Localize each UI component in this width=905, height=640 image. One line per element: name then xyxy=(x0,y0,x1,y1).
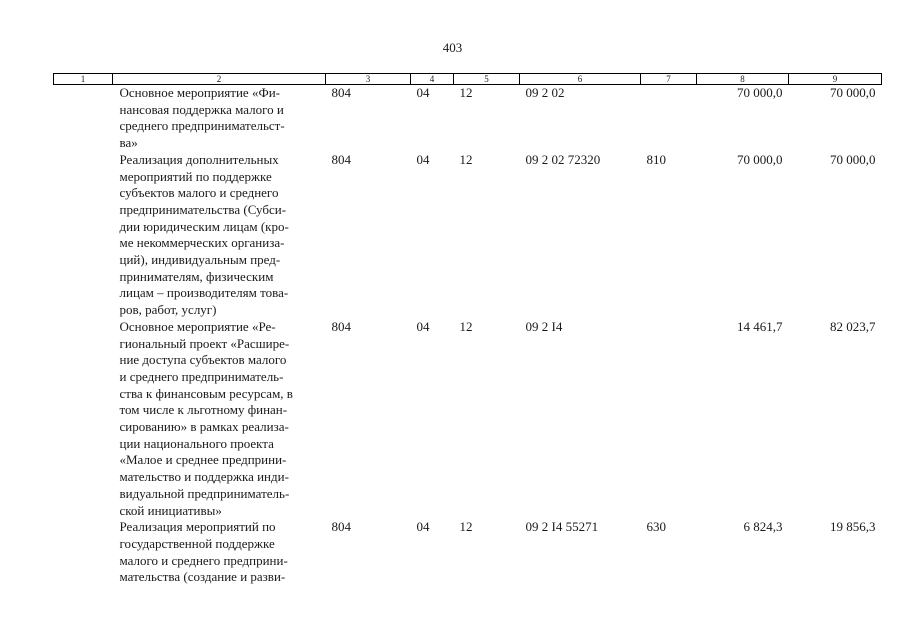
description-line: том числе к льготному финан- xyxy=(119,402,288,418)
description-line: субъектов малого и среднего xyxy=(119,185,279,201)
row-code-ministry: 804 xyxy=(331,85,351,100)
description-line: малого и среднего предприни- xyxy=(119,552,288,568)
table-row xyxy=(54,519,882,586)
row-amount-2: 70 000,0 xyxy=(830,151,876,167)
description-line: дии юридическим лицам (кро- xyxy=(119,218,289,234)
column-header-8: 8 xyxy=(697,74,789,85)
row-description xyxy=(113,85,326,152)
budget-table xyxy=(53,73,882,586)
row-amount-1: 6 824,3 xyxy=(743,519,783,535)
row-code-target: 09 2 02 xyxy=(525,85,565,100)
description-line: государственной поддержке xyxy=(119,535,275,551)
column-header-3: 3 xyxy=(326,74,411,85)
row-description xyxy=(113,152,326,319)
page-number: 403 xyxy=(442,40,463,55)
description-line: нансовая поддержка малого и xyxy=(119,101,284,117)
row-description xyxy=(113,519,326,586)
description-line: лицам – производителям това- xyxy=(119,285,289,301)
description-line: Основное мероприятие «Фи- xyxy=(119,85,280,100)
row-code-subsection: 12 xyxy=(459,519,473,535)
row-code-target: 09 2 02 72320 xyxy=(525,151,601,167)
row-code-section: 04 xyxy=(416,85,430,100)
description-line: ций), индивидуальным пред- xyxy=(119,252,281,268)
description-line: «Малое и среднее предприни- xyxy=(119,452,287,468)
description-line: ние доступа субъектов малого xyxy=(119,352,287,368)
row-code-section: 04 xyxy=(416,318,430,334)
description-line: мательство и поддержка инди- xyxy=(119,469,289,485)
row-code-target: 09 2 I4 xyxy=(525,318,563,334)
column-header-2: 2 xyxy=(113,74,326,85)
row-code-target: 09 2 I4 55271 xyxy=(525,519,599,535)
row-amount-1: 70 000,0 xyxy=(737,85,783,100)
description-line: ров, работ, услуг) xyxy=(119,302,217,318)
description-line: Реализация дополнительных xyxy=(119,151,279,167)
row-amount-2: 19 856,3 xyxy=(830,519,876,535)
column-header-4: 4 xyxy=(411,74,454,85)
row-code-subsection: 12 xyxy=(459,85,473,100)
row-code-subsection: 12 xyxy=(459,151,473,167)
description-line: гиональный проект «Расшире- xyxy=(119,335,290,351)
column-header-5: 5 xyxy=(454,74,520,85)
row-code-expense-type: 630 xyxy=(646,519,666,535)
row-code-ministry: 804 xyxy=(331,318,351,334)
row-code-section: 04 xyxy=(416,151,430,167)
row-code-expense-type: 810 xyxy=(646,151,666,167)
description-line: принимателям, физическим xyxy=(119,268,274,284)
table-row xyxy=(54,85,882,152)
description-line: ской инициативы» xyxy=(119,502,222,518)
column-header-1: 1 xyxy=(54,74,113,85)
column-header-7: 7 xyxy=(641,74,697,85)
description-line: видуальной предприниматель- xyxy=(119,485,290,501)
description-line: Основное мероприятие «Ре- xyxy=(119,318,276,334)
row-code-expense-type xyxy=(641,85,697,152)
column-number-header-row xyxy=(54,74,882,85)
row-amount-2: 70 000,0 xyxy=(830,85,876,100)
column-header-6: 6 xyxy=(520,74,641,85)
description-line: ме некоммерческих организа- xyxy=(119,235,285,251)
description-line: ва» xyxy=(119,135,138,151)
row-cell-empty xyxy=(54,319,113,519)
row-description xyxy=(113,319,326,519)
row-code-subsection: 12 xyxy=(459,318,473,334)
row-cell-empty xyxy=(54,519,113,586)
row-code-expense-type xyxy=(641,319,697,519)
description-line: среднего предпринимательст- xyxy=(119,118,285,134)
description-line: ства к финансовым ресурсам, в xyxy=(119,385,293,401)
description-line: Реализация мероприятий по xyxy=(119,519,276,535)
row-cell-empty xyxy=(54,85,113,152)
table-row xyxy=(54,319,882,519)
row-code-ministry: 804 xyxy=(331,519,351,535)
row-code-section: 04 xyxy=(416,519,430,535)
row-code-ministry: 804 xyxy=(331,151,351,167)
column-header-9: 9 xyxy=(789,74,882,85)
description-line: предпринимательства (Субси- xyxy=(119,201,287,217)
description-line: сированию» в рамках реализа- xyxy=(119,419,289,435)
row-cell-empty xyxy=(54,152,113,319)
table-row xyxy=(54,152,882,319)
row-amount-1: 14 461,7 xyxy=(737,318,783,334)
description-line: и среднего предприниматель- xyxy=(119,368,284,384)
description-line: мероприятий по поддержке xyxy=(119,168,272,184)
description-line: ции национального проекта xyxy=(119,435,274,451)
description-line: мательства (создание и разви- xyxy=(119,569,286,585)
row-amount-2: 82 023,7 xyxy=(830,318,876,334)
row-amount-1: 70 000,0 xyxy=(737,151,783,167)
